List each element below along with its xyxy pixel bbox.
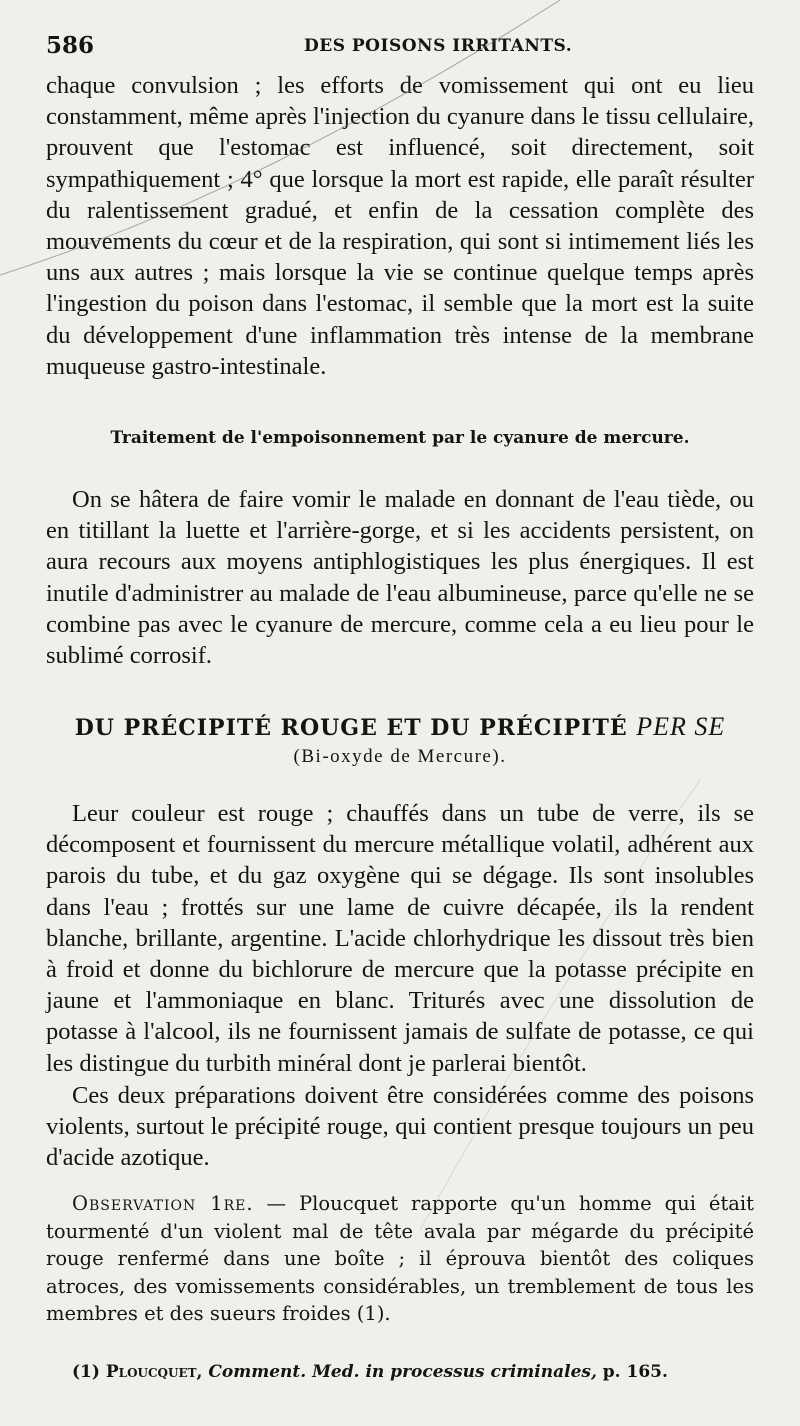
treatment-heading: Traitement de l'empoisonnement par le cyanure de mercure. bbox=[110, 428, 690, 448]
paragraph-treatment: On se hâtera de faire vomir le malade en donnant de l'eau tiède, ou en titillant la luette et l'arrière-gorge, et si les accidents persistent, on aura recours aux moyens antiphlogistiques les plus énergiques. Il est inutile d'administrer au malade de l'eau albumineuse, parce qu'elle ne se combine pas avec le cyanure de mercure, comme cela a eu lieu pour le sublimé corrosif. bbox=[46, 486, 754, 670]
paragraph-toxicity: Ces deux préparations doivent être considérées comme des poisons violents, surtout le précipité rouge, qui contient presque toujours un peu d'acide azotique. bbox=[46, 1082, 754, 1172]
footnote-mark: (1) bbox=[72, 1362, 100, 1382]
footnote-author: Ploucquet, bbox=[105, 1362, 203, 1382]
footnote-page: p. 165. bbox=[602, 1362, 668, 1382]
section-subtitle: (Bi-oxyde de Mercure). bbox=[293, 746, 507, 767]
section-title-italic: PER SE bbox=[636, 712, 726, 741]
page-number: 586 bbox=[46, 32, 95, 59]
section-title-main: DU PRÉCIPITÉ ROUGE ET DU PRÉCIPITÉ bbox=[74, 715, 628, 741]
footnote-work: Comment. Med. in processus criminales, bbox=[208, 1362, 597, 1382]
observation-text: — Ploucquet rapporte qu'un homme qui était tourmenté d'un violent mal de tête avala par mégarde du précipité rouge renfermé dans une boîte ; il éprouva bientôt des coliques atroces, des vomissements considérables, un tremblement de tous les membres et des sueurs froides (1). bbox=[46, 1192, 754, 1326]
running-title: DES POISONS IRRITANTS. bbox=[304, 36, 573, 56]
paragraph-properties: Leur couleur est rouge ; chauffés dans un tube de verre, ils se décomposent et fournissent du mercure métallique volatil, adhérent aux parois du tube, et du gaz oxygène qui se dégage. Ils sont insolubles dans l'eau ; frottés sur une lame de cuivre décapée, ils la rendent blanche, brillante, argentine. L'acide chlorhydrique les dissout très bien à froid et donne du bichlorure de mercure que la potasse précipite en jaune et l'ammoniaque en blanc. Triturés avec une dissolution de potasse à l'alcool, ils ne fournissent jamais de sulfate de potasse, ce qui les distingue du turbith minéral dont je parlerai bientôt. bbox=[46, 800, 754, 1077]
paragraph-continued: chaque convulsion ; les efforts de vomissement qui ont eu lieu constamment, même après l'injection du cyanure dans le tissu cellulaire, prouvent que l'estomac est influencé, soit directement, soit sympathiquement ; 4° que lorsque la mort est rapide, elle paraît résulter du ralentissement gradué, et enfin de la cessation complète des mouvements du cœur et de la respiration, qui sont si intimement liés les uns aux autres ; mais lorsque la vie se continue quelque temps après l'ingestion du poison dans l'estomac, il semble que la mort est la suite du développement d'une inflammation très intense de la membrane muqueuse gastro-intestinale. bbox=[46, 72, 754, 380]
observation-lead: Observation 1re. bbox=[72, 1192, 254, 1215]
